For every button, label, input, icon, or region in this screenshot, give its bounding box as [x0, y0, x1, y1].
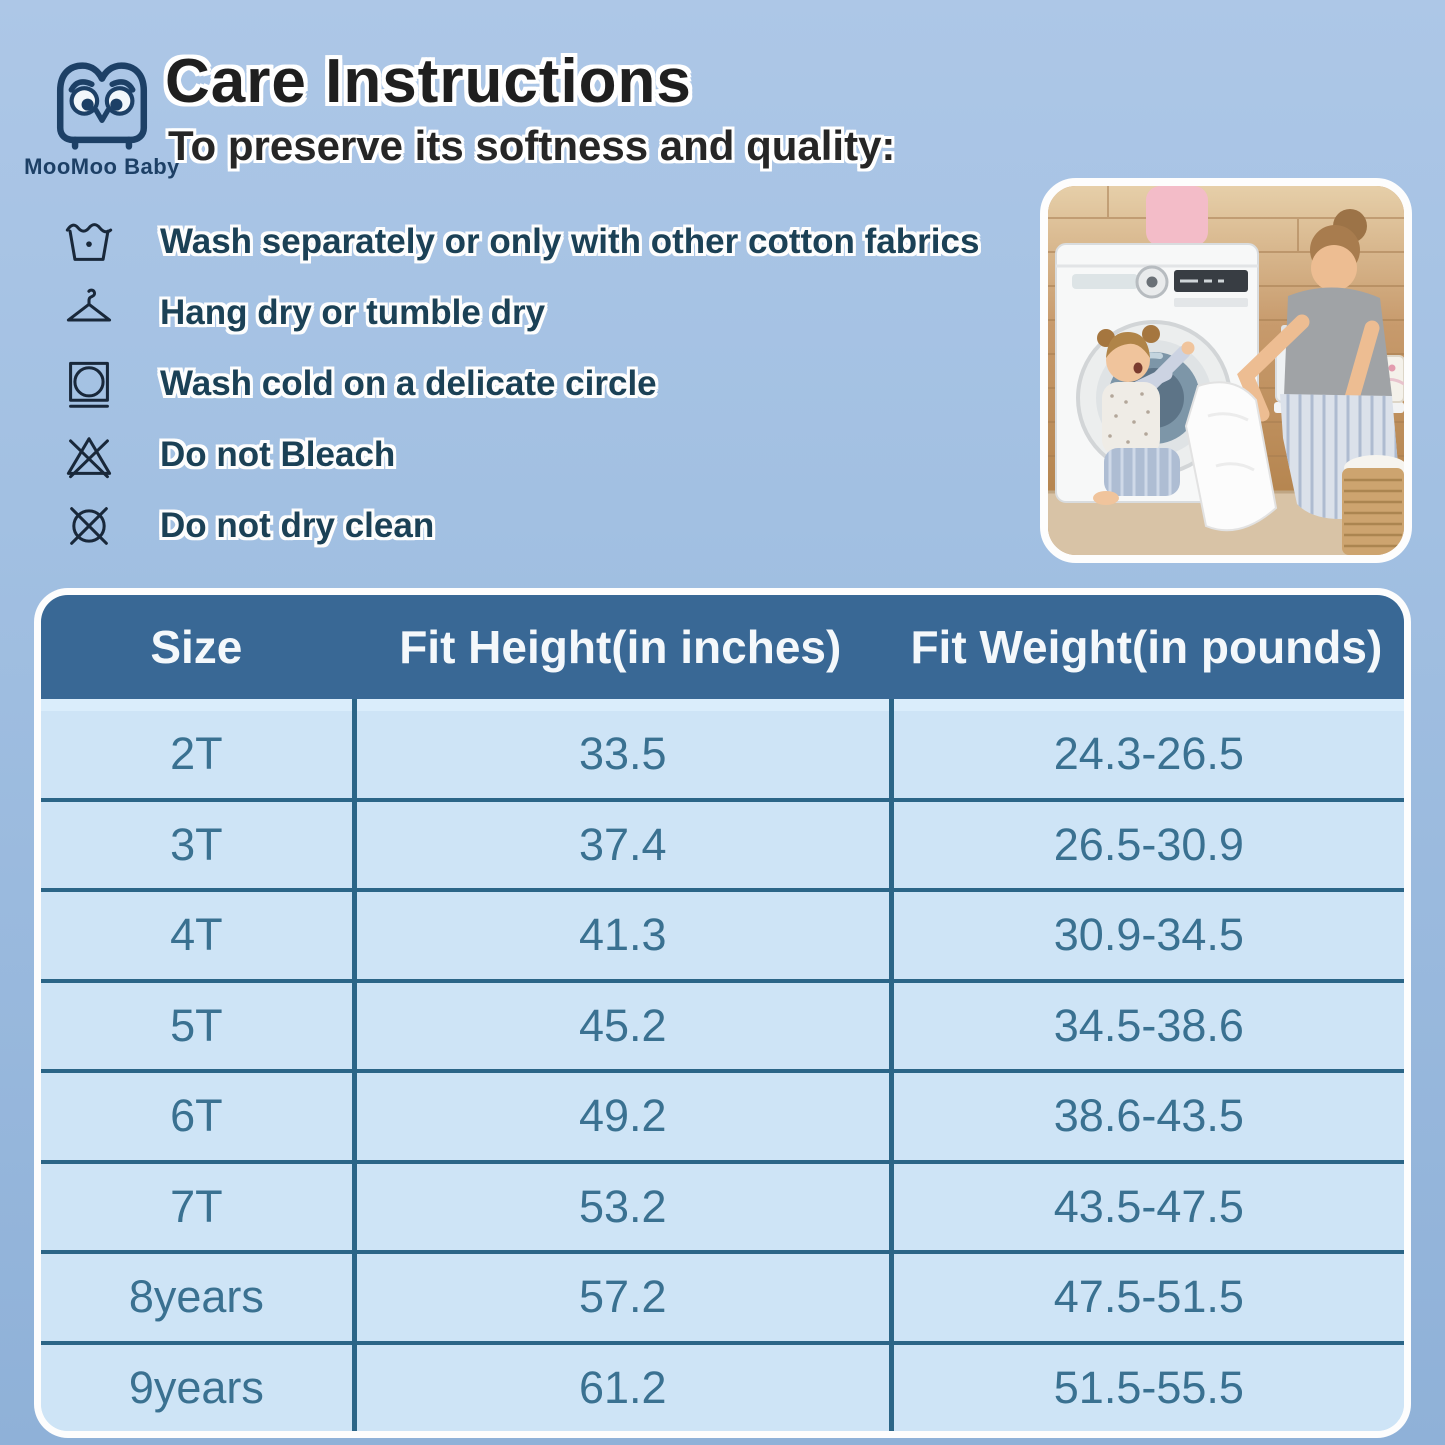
- table-row: [41, 1160, 1404, 1251]
- page-title: Care Instructions: [165, 47, 692, 116]
- table-row: [41, 1341, 1404, 1432]
- size-cell: 9years: [128, 1361, 264, 1413]
- table-row: [41, 888, 1404, 979]
- height-cell: 33.5: [352, 711, 889, 798]
- height-cell: 45.2: [352, 983, 889, 1070]
- wash-tub-icon: [63, 216, 115, 268]
- height-cell: 37.4: [352, 802, 889, 889]
- care-instruction-text: Do not Bleach: [160, 434, 396, 474]
- size-cell: 8years: [128, 1271, 264, 1323]
- list-item: [58, 206, 1038, 277]
- do-not-dry-clean-icon: [63, 500, 115, 552]
- brand-name: MooMoo Baby: [24, 154, 180, 179]
- size-cell: 4T: [170, 909, 223, 961]
- list-item: [58, 490, 1038, 561]
- column-header-size: Size: [150, 621, 243, 673]
- height-cell: 57.2: [352, 1254, 889, 1341]
- laundry-basket: [1342, 455, 1404, 555]
- height-cell: 61.2: [352, 1345, 889, 1432]
- care-instruction-list: [58, 206, 1038, 561]
- weight-cell: 43.5-47.5: [889, 1164, 1404, 1251]
- list-item: [58, 277, 1038, 348]
- height-cell: 41.3: [352, 892, 889, 979]
- size-cell: 7T: [170, 1180, 223, 1232]
- weight-cell: 38.6-43.5: [889, 1073, 1404, 1160]
- laundry-photo: [1040, 178, 1412, 563]
- owl-logo-icon: [43, 48, 161, 152]
- size-chart-table: [34, 588, 1411, 1438]
- size-cell: 3T: [170, 818, 223, 870]
- care-instruction-text: Hang dry or tumble dry: [160, 292, 546, 332]
- size-cell: 5T: [170, 999, 223, 1051]
- weight-cell: 24.3-26.5: [889, 711, 1404, 798]
- brand-logo: [22, 48, 182, 180]
- table-row: [41, 979, 1404, 1070]
- hanger-icon: [63, 287, 115, 339]
- weight-cell: 47.5-51.5: [889, 1254, 1404, 1341]
- do-not-bleach-icon: [63, 429, 115, 481]
- header-divider-band: [41, 699, 1404, 711]
- column-header-fit-weight: Fit Weight(in pounds): [910, 621, 1383, 673]
- care-instruction-text: Do not dry clean: [160, 505, 435, 545]
- tumble-dry-delicate-icon: [63, 358, 115, 410]
- list-item: [58, 419, 1038, 490]
- table-header-row: [41, 595, 1404, 699]
- table-body: [41, 711, 1404, 1431]
- care-instruction-text: Wash cold on a delicate circle: [160, 363, 657, 403]
- size-cell: 6T: [170, 1090, 223, 1142]
- height-cell: 53.2: [352, 1164, 889, 1251]
- table-row: [41, 1069, 1404, 1160]
- pink-bottle: [1146, 186, 1208, 246]
- weight-cell: 34.5-38.6: [889, 983, 1404, 1070]
- size-cell: 2T: [170, 728, 223, 780]
- list-item: [58, 348, 1038, 419]
- weight-cell: 26.5-30.9: [889, 802, 1404, 889]
- column-header-fit-height: Fit Height(in inches): [399, 621, 842, 673]
- care-instruction-text: Wash separately or only with other cotton fabrics: [160, 221, 980, 261]
- table-row: [41, 1250, 1404, 1341]
- table-row: [41, 711, 1404, 798]
- page-subtitle: To preserve its softness and quality:: [168, 122, 896, 169]
- height-cell: 49.2: [352, 1073, 889, 1160]
- table-row: [41, 798, 1404, 889]
- weight-cell: 51.5-55.5: [889, 1345, 1404, 1432]
- weight-cell: 30.9-34.5: [889, 892, 1404, 979]
